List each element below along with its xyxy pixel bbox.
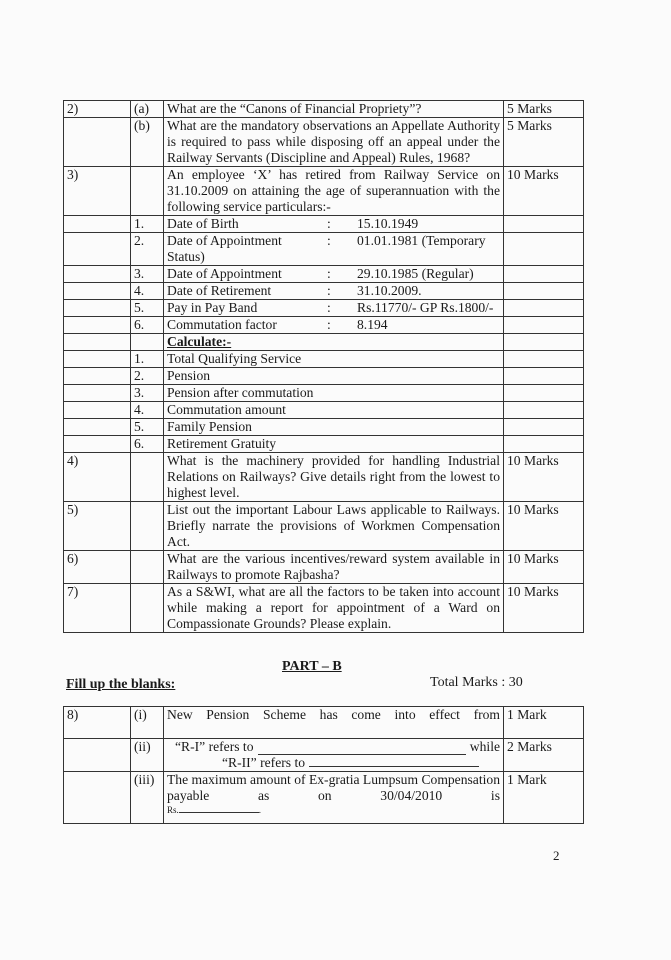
particular-label: Date of Birth (167, 216, 239, 231)
table-row (64, 436, 584, 453)
item-number: 3. (131, 266, 164, 283)
particular-label: Date of Appointment (167, 266, 282, 281)
part-b-table (63, 706, 584, 824)
table-row (64, 167, 584, 216)
particular-value: Rs.11770/- GP Rs.1800/- (357, 300, 494, 315)
item-number: 6. (131, 317, 164, 334)
table-row (64, 368, 584, 385)
particular-label: Date of Retirement (167, 283, 272, 298)
calculate-item: Family Pension (164, 419, 504, 436)
marks: 1 Mark (504, 772, 584, 824)
table-row (64, 402, 584, 419)
colon: : (327, 300, 331, 315)
question-number: 3) (64, 167, 131, 216)
question-number: 2) (64, 101, 131, 118)
table-row (64, 233, 584, 266)
text: while (469, 739, 500, 754)
text: “R-I” refers to (175, 739, 254, 754)
item-number: 1. (131, 216, 164, 233)
sub-label: (iii) (131, 772, 164, 824)
item-number: 4. (131, 402, 164, 419)
question-text (164, 739, 504, 772)
table-row (64, 101, 584, 118)
question-text: What is the machinery provided for handling Industrial Relations on Railways? Give details right from the lowest to highest level. (164, 453, 504, 502)
table-row (64, 772, 584, 824)
question-text: What are the “Canons of Financial Propriety”? (164, 101, 504, 118)
item-number: 2. (131, 233, 164, 266)
question-number: 5) (64, 502, 131, 551)
particular (164, 233, 504, 266)
particular-label: Date of Appointment (167, 233, 282, 248)
marks: 10 Marks (504, 453, 584, 502)
text: “R-II” refers to (222, 755, 306, 770)
item-number: 6. (131, 436, 164, 453)
text: Rs. (167, 805, 179, 815)
colon: : (327, 317, 331, 332)
item-number: 1. (131, 351, 164, 368)
particular-value: 8.194 (357, 317, 388, 332)
table-row (64, 216, 584, 233)
marks: 10 Marks (504, 502, 584, 551)
question-number: 8) (64, 707, 131, 739)
calculate-item: Total Qualifying Service (164, 351, 504, 368)
calculate-item: Retirement Gratuity (164, 436, 504, 453)
table-row (64, 419, 584, 436)
question-text: An employee ‘X’ has retired from Railway Service on 31.10.2009 on attaining the age of superannuation with the following service particulars:- (164, 167, 504, 216)
calculate-item: Pension after commutation (164, 385, 504, 402)
question-text: The maximum amount of Ex-gratia Lumpsum Compensation payable as on 30/04/2010 is Rs. . (164, 772, 504, 824)
marks: 5 Marks (504, 101, 584, 118)
table-row (64, 283, 584, 300)
part-b-heading: PART – B (282, 659, 342, 674)
sub-label: (a) (131, 101, 164, 118)
fill-blanks-heading: Fill up the blanks: (66, 677, 176, 692)
particular (164, 216, 504, 233)
table-row (64, 453, 584, 502)
sub-label: (b) (131, 118, 164, 167)
table-row (64, 739, 584, 772)
colon: : (327, 216, 331, 231)
item-number: 2. (131, 368, 164, 385)
table-row (64, 707, 584, 739)
question-text: New Pension Scheme has come into effect from (164, 707, 504, 739)
marks: 10 Marks (504, 584, 584, 633)
calculate-item: Commutation amount (164, 402, 504, 419)
table-row (64, 118, 584, 167)
colon: : (327, 266, 331, 281)
table-row (64, 266, 584, 283)
marks: 5 Marks (504, 118, 584, 167)
sub-label: (i) (131, 707, 164, 739)
particular-value: 15.10.1949 (357, 216, 419, 231)
question-text: List out the important Labour Laws applicable to Railways. Briefly narrate the provisions of Workmen Compensation Act. (164, 502, 504, 551)
particular (164, 300, 504, 317)
sub-label: (ii) (131, 739, 164, 772)
item-number: 5. (131, 419, 164, 436)
item-number: 5. (131, 300, 164, 317)
table-row (64, 300, 584, 317)
table-row (64, 551, 584, 584)
particular (164, 317, 504, 334)
question-number: 4) (64, 453, 131, 502)
question-number: 7) (64, 584, 131, 633)
text: The maximum amount of Ex-gratia Lumpsum Compensation payable as on 30/04/2010 is (167, 772, 500, 803)
calculate-heading: Calculate:- (164, 334, 504, 351)
colon: : (327, 283, 331, 298)
page-number: 2 (553, 848, 560, 863)
marks: 10 Marks (504, 167, 584, 216)
particular (164, 283, 504, 300)
table-row (64, 385, 584, 402)
item-number: 3. (131, 385, 164, 402)
marks: 10 Marks (504, 551, 584, 584)
particular-value: 01.01.1981 (Temporary Status) (167, 233, 486, 264)
total-marks: Total Marks : 30 (430, 675, 523, 690)
particular-label: Commutation factor (167, 317, 277, 332)
particular (164, 266, 504, 283)
part-a-table (63, 100, 584, 633)
marks: 2 Marks (504, 739, 584, 772)
calculate-item: Pension (164, 368, 504, 385)
table-row (64, 334, 584, 351)
table-row (64, 351, 584, 368)
table-row (64, 317, 584, 334)
particular-value: 29.10.1985 (Regular) (357, 266, 474, 281)
question-text: What are the various incentives/reward system available in Railways to promote Rajbasha? (164, 551, 504, 584)
marks: 1 Mark (504, 707, 584, 739)
particular-value: 31.10.2009. (357, 283, 422, 298)
question-text: What are the mandatory observations an Appellate Authority is required to pass while disposing off an appeal under the Railway Servants (Discipline and Appeal) Rules, 1968? (164, 118, 504, 167)
colon: : (327, 233, 331, 248)
question-text: As a S&WI, what are all the factors to be taken into account while making a report for appointment of a Ward on Compassionate Grounds? Please explain. (164, 584, 504, 633)
particular-label: Pay in Pay Band (167, 300, 258, 315)
table-row (64, 502, 584, 551)
item-number: 4. (131, 283, 164, 300)
table-row (64, 584, 584, 633)
question-number: 6) (64, 551, 131, 584)
